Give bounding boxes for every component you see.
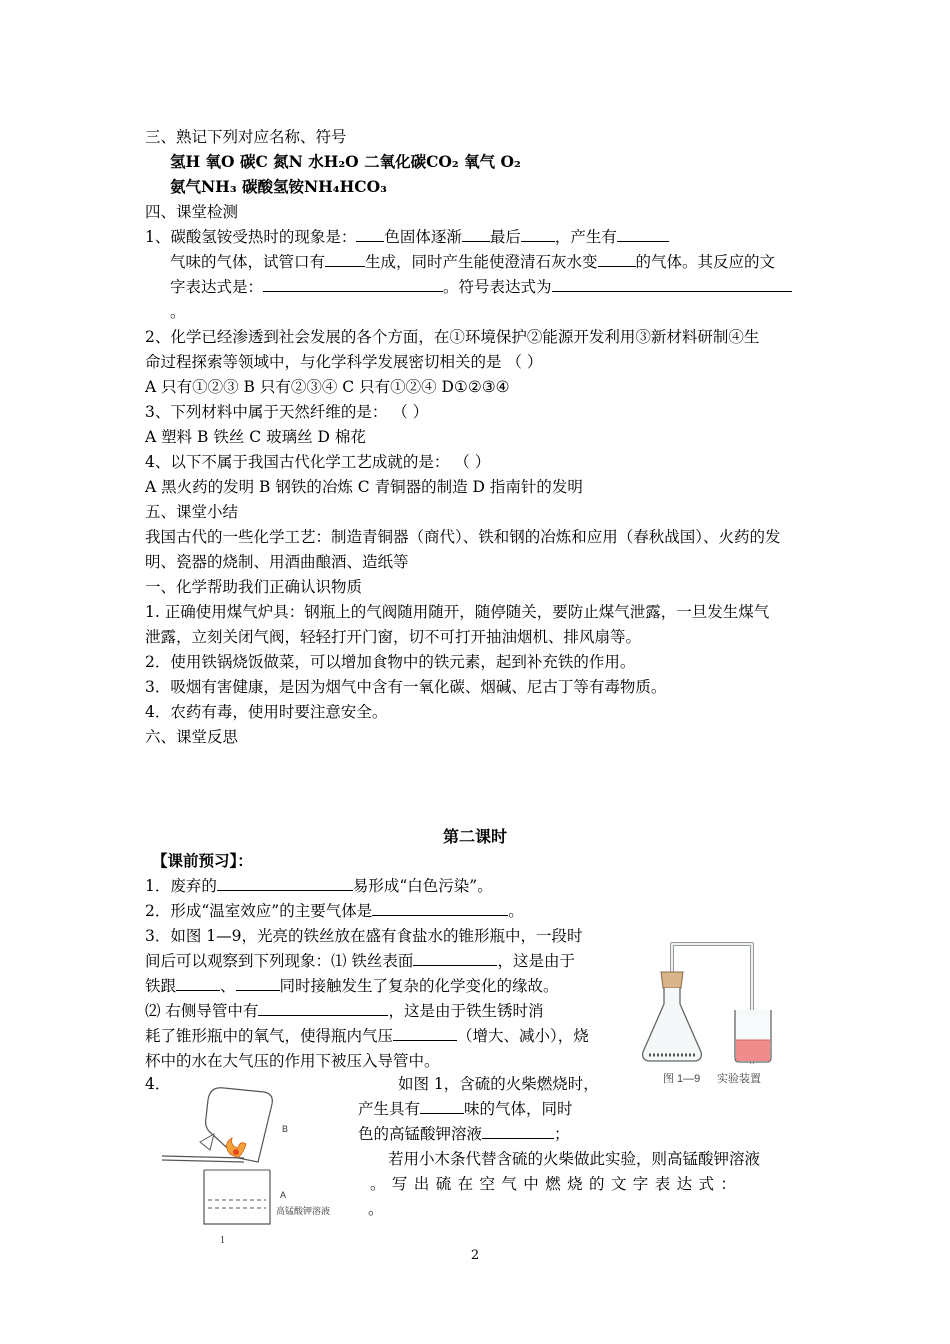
blank[interactable] [521,227,555,242]
blank[interactable] [413,951,497,966]
preview-q4-line3: 色的高锰酸钾溶液 ； [358,1125,570,1143]
q1-line2: 气味的气体，试管口有 生成，同时产生能使澄清石灰水变 的气体。其反应的文 [170,253,776,271]
preview-q4-line5: 。写出硫在空气中燃烧的文字表达式： [370,1175,743,1193]
flask-apparatus-illustration [635,930,810,1100]
blank[interactable] [552,277,792,292]
blank[interactable] [420,1099,464,1114]
blank[interactable] [462,227,490,242]
blank[interactable] [236,976,280,991]
preview-q4-line4: 若用小木条代替含硫的火柴做此实验，则高锰酸钾溶液 [388,1150,761,1168]
section6-heading: 六、课堂反思 [145,728,239,746]
blank[interactable] [598,252,636,267]
blank[interactable] [482,1124,554,1139]
preview-q3-line1: 3．如图 1—9，光亮的铁丝放在盛有食盐水的锥形瓶中，一段时 [145,927,583,945]
blank[interactable] [356,227,384,242]
figure-1-label-b: B [282,1124,289,1134]
q1-line1: 1、碳酸氢铵受热时的现象是： 色固体逐渐 最后 ，产生有 [145,227,669,247]
blank[interactable] [372,901,508,916]
preview-q3-line2: 间后可以观察到下列现象：⑴ 铁丝表面 ，这是由于 [145,952,575,970]
q1-end: 。 [170,303,186,321]
preview-q3-line4: ⑵ 右侧导管中有 ，这是由于铁生锈时消 [145,1002,544,1020]
figure-1 [160,1078,360,1248]
blank[interactable] [617,227,669,242]
preview-q4-line1: 如图 1，含硫的火柴燃烧时， [398,1075,599,1093]
summary-item1a: 1. 正确使用煤气炉具：钢瓶上的气阀随用随开，随停随关，要防止煤气泄露，一旦发生煤气 [145,603,770,621]
blank[interactable] [393,1026,457,1041]
q3-line: 3、下列材料中属于天然纤维的是： （ ） [145,403,429,421]
q2-options: A 只有①②③ B 只有②③④ C 只有①②④ D①②③④ [145,378,510,396]
preview-q2: 2．形成“温室效应”的主要气体是 。 [145,902,524,920]
q3-options: A 塑料 B 铁丝 C 玻璃丝 D 棉花 [145,428,366,446]
page-number: 2 [470,1248,480,1263]
preview-q3-line3: 铁跟 、 同时接触发生了复杂的化学变化的缘故。 [145,977,559,995]
figure-1-9-caption-number: 图 1—9 [663,1073,701,1085]
blank[interactable] [263,277,443,292]
figure-1-label-a: A [280,1190,287,1200]
figure-1-label-number: 1 [220,1235,225,1246]
summary-item2: 2．使用铁锅烧饭做菜，可以增加食物中的铁元素，起到补充铁的作用。 [145,653,636,671]
figure-1-9 [635,930,810,1100]
symbols-row-2: 氨气NH₃ 碳酸氢铵NH₄HCO₃ [170,177,387,196]
summary-line1: 我国古代的一些化学工艺：制造青铜器（商代）、铁和钢的冶炼和应用（春秋战国）、火药的发 [145,528,781,546]
q2-line2: 命过程探索等领域中，与化学科学发展密切相关的是 （ ） [145,353,543,371]
summary-line2: 明、瓷器的烧制、用酒曲酿酒、造纸等 [145,553,409,571]
preview-q3-line6: 杯中的水在大气压的作用下被压入导管中。 [145,1052,440,1070]
section3-heading: 三、熟记下列对应名称、符号 [145,128,347,146]
summary-item3: 3．吸烟有害健康，是因为烟气中含有一氧化碳、烟碱、尼古丁等有毒物质。 [145,678,667,696]
summary-subheading: 一、化学帮助我们正确认识物质 [145,578,363,596]
q2-line1: 2、化学已经渗透到社会发展的各个方面，在①环境保护②能源开发利用③新材料研制④生 [145,328,760,346]
lesson2-title: 第二课时 [442,827,507,846]
preview-heading: 【课前预习】： [152,851,253,870]
blank[interactable] [325,252,365,267]
summary-item1b: 泄露，立刻关闭气阀，轻轻打开门窗，切不可打开抽油烟机、排风扇等。 [145,628,642,646]
q1-line3: 字表达式是： 。符号表达式为 [170,277,792,297]
symbols-row-1: 氢H 氧O 碳C 氮N 水H₂O 二氧化碳CO₂ 氧气 O₂ [170,152,521,171]
preview-q4-line6: 。 [368,1200,384,1218]
q4-options: A 黑火药的发明 B 钢铁的冶炼 C 青铜器的制造 D 指南针的发明 [145,478,583,496]
figure-1-9-caption-text: 实验装置 [717,1073,761,1085]
section5-heading: 五、课堂小结 [145,503,239,521]
blank[interactable] [258,1001,388,1016]
match-experiment-illustration [160,1078,360,1248]
preview-q1: 1．废弃的 易形成“白色污染”。 [145,877,493,895]
figure-1-label-solution: 高锰酸钾溶液 [276,1206,331,1216]
preview-q4-number: 4． [145,1075,171,1093]
section4-heading: 四、课堂检测 [145,203,239,221]
summary-item4: 4．农药有毒，使用时要注意安全。 [145,703,388,721]
blank[interactable] [176,976,220,991]
q4-line: 4、以下不属于我国古代化学工艺成就的是： （ ） [145,453,491,471]
preview-q3-line5: 耗了锥形瓶中的氧气，使得瓶内气压 （增大、减小），烧 [145,1027,589,1045]
preview-q4-line2: 产生具有 味的气体，同时 [358,1100,573,1118]
blank[interactable] [217,876,353,891]
